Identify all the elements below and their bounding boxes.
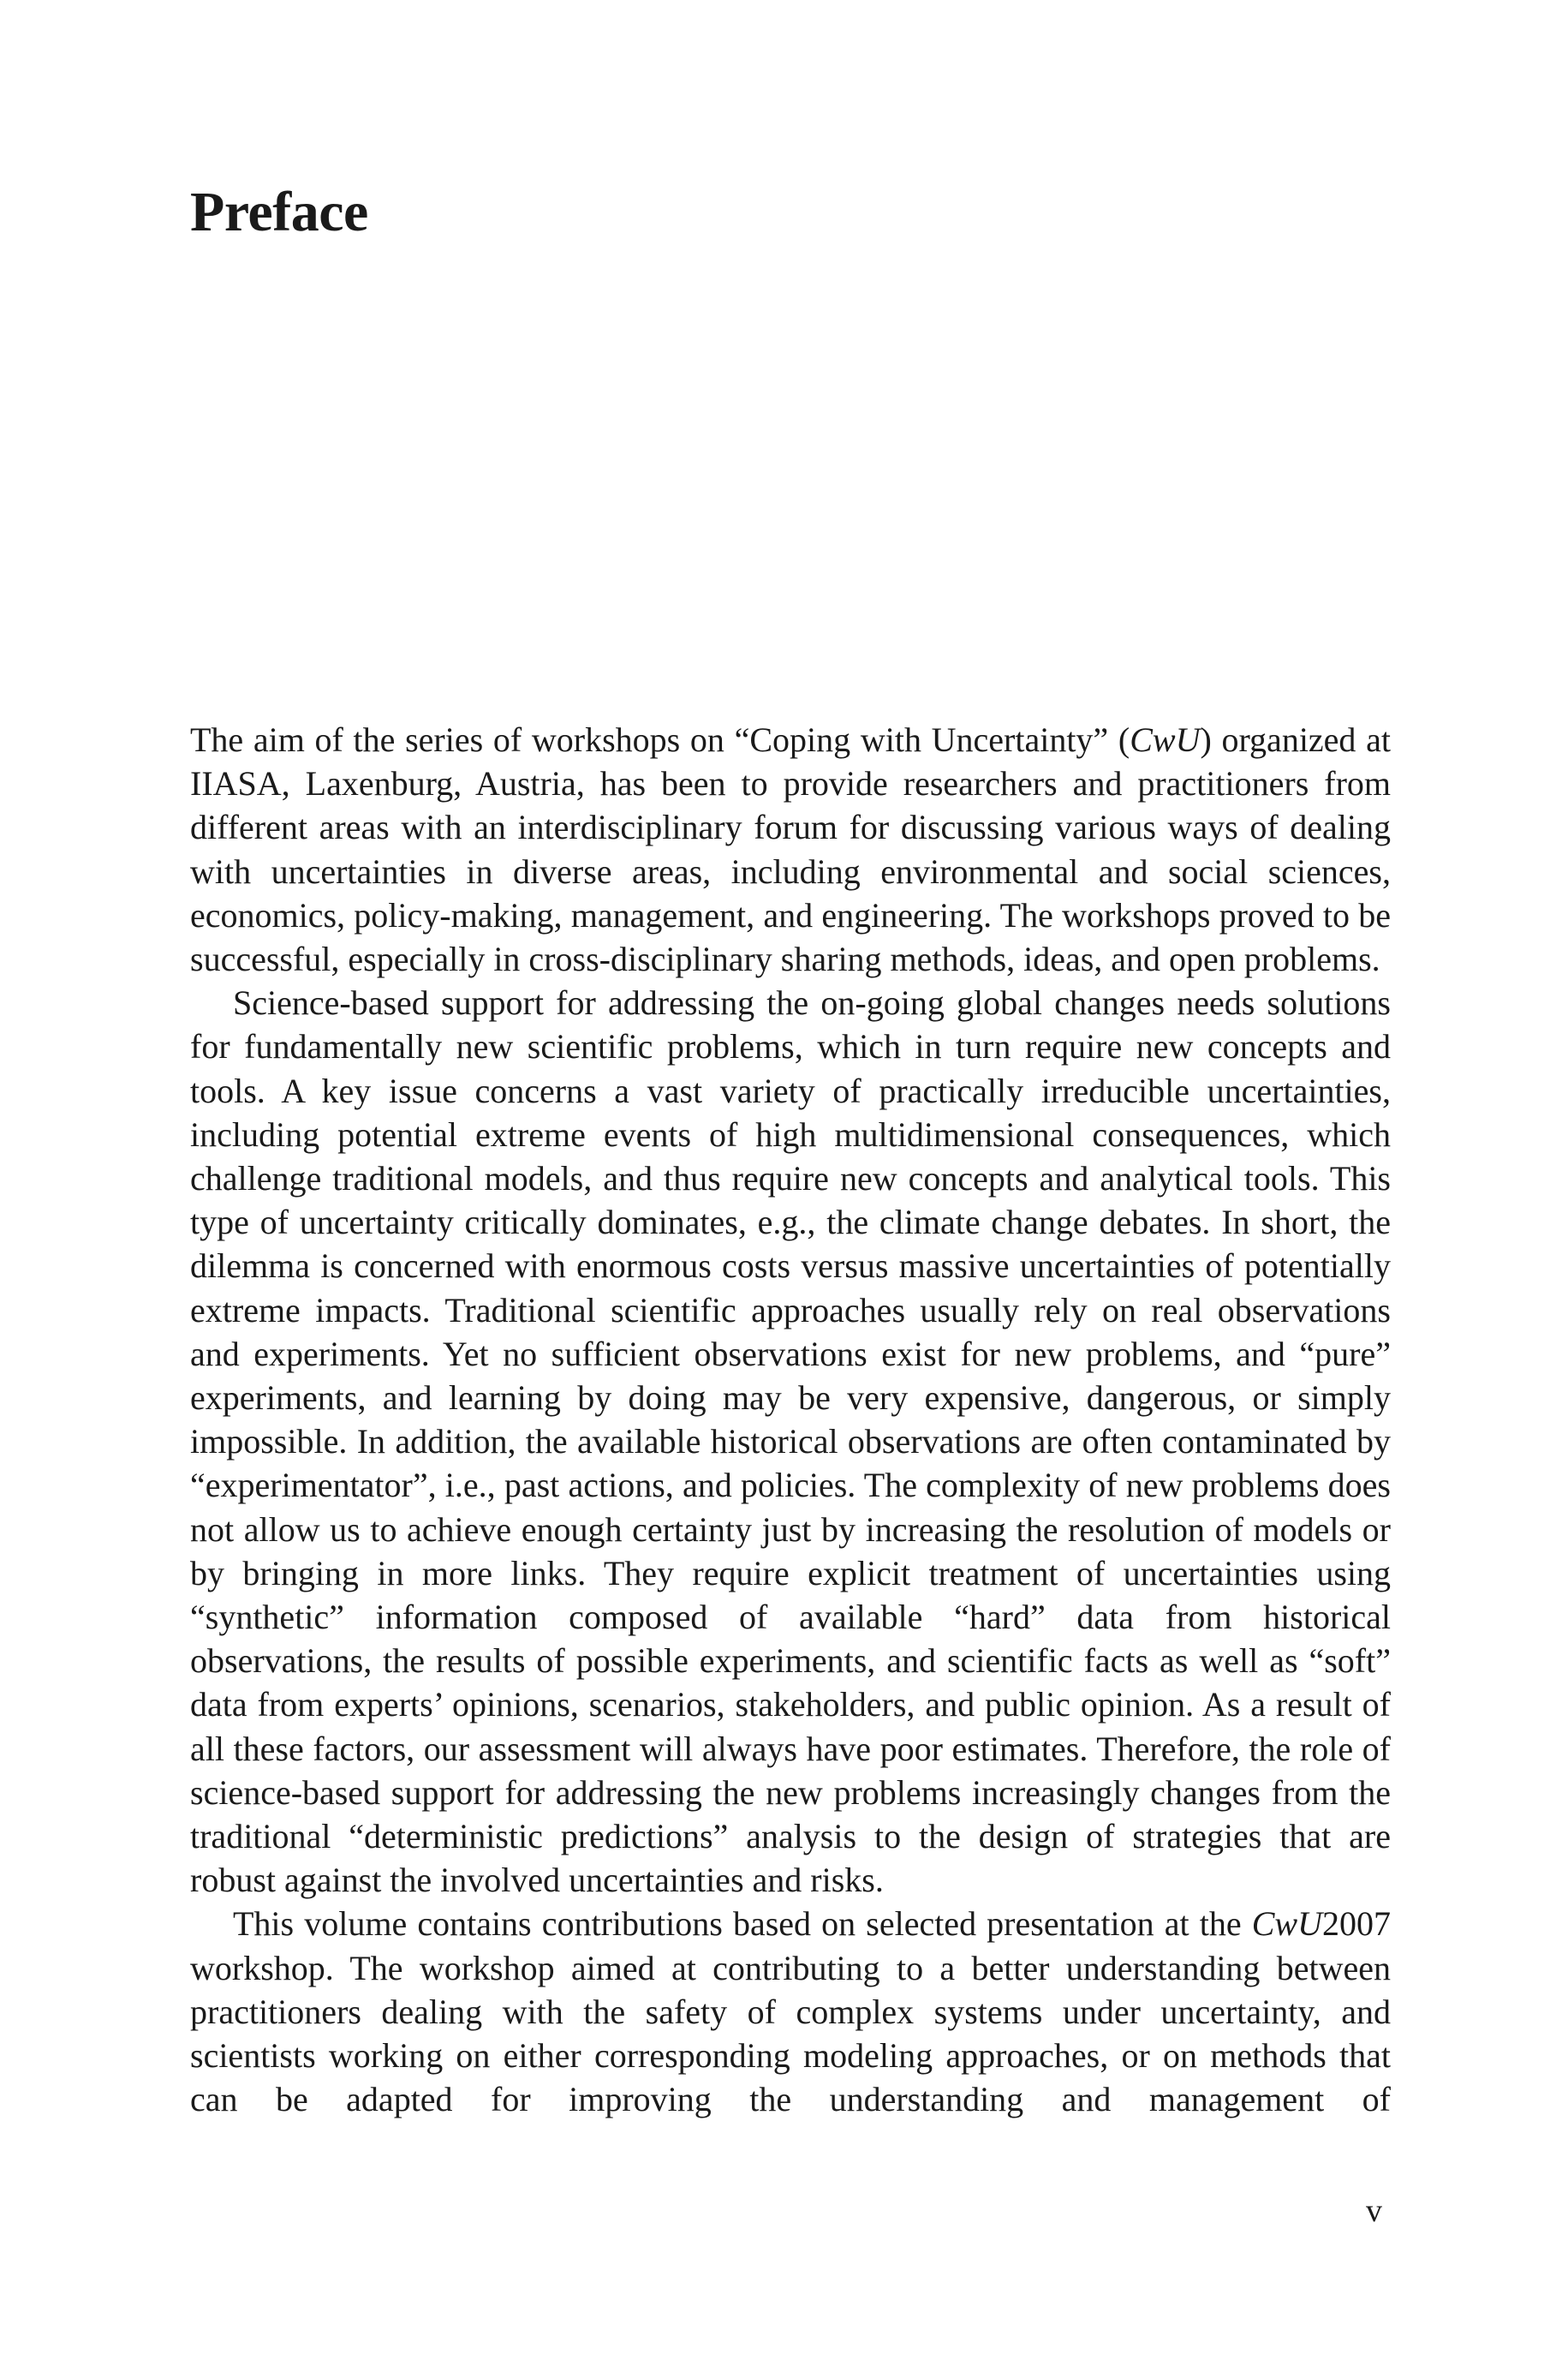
paragraph-1 [190, 718, 1391, 981]
paragraph-3 [190, 1902, 1391, 2121]
paragraph-3-start: This volume contains contributions based on selected presentation at the [233, 1904, 1252, 1944]
cwu-abbreviation: CwU [1251, 1904, 1322, 1944]
paragraph-3-end: 2007 workshop. The workshop aimed at contributing to a better understanding between practitioners dealing with the safety of complex systems under uncertainty, and scientists working on either corresponding modeling approaches, or on methods that can be adapted for improving the understanding and management of [190, 1904, 1391, 2119]
paragraph-1-end: ) organized at IIASA, Laxenburg, Austria, has been to provide researchers and practitioners from different areas with an interdisciplinary forum for discussing various ways of dealing with uncertainties in diverse areas, including environmental and social sciences, economics, policy-making, management, and engineering. The workshops proved to be successful, especially in cross-disciplinary sharing methods, ideas, and open problems. [190, 720, 1391, 979]
paragraph-2: Science-based support for addressing the on-going global changes needs solutions for fundamentally new scientific problems, which in turn require new concepts and tools. A key issue concerns a vast variety of practically irreducible uncertainties, including potential extreme events of high multidimensional consequences, which challenge traditional models, and thus require new concepts and analytical tools. This type of uncertainty critically dominates, e.g., the climate change debates. In short, the dilemma is concerned with enormous costs versus massive uncertainties of potentially extreme impacts. Traditional scientific approaches usually rely on real observations and experiments. Yet no sufficient observations exist for new problems, and “pure” experiments, and learning by doing may be very expensive, dangerous, or simply impossible. In addition, the available historical observations are often contaminated by “experimentator”, i.e., past actions, and policies. The complexity of new problems does not allow us to achieve enough certainty just by increasing the resolution of models or by bringing in more links. They require explicit treatment of uncertainties using “synthetic” information composed of available “hard” data from historical observations, the results of possible experiments, and scientific facts as well as “soft” data from experts’ opinions, scenarios, stakeholders, and public opinion. As a result of all these factors, our assessment will always have poor estimates. Therefore, the role of science-based support for addressing the new problems increasingly changes from the traditional “deterministic predictions” analysis to the design of strategies that are robust against the involved uncertainties and risks. [190, 983, 1391, 1900]
preface-body [190, 718, 1391, 2122]
page-number: v [1366, 2193, 1382, 2229]
chapter-title: Preface [190, 181, 368, 243]
cwu-abbreviation: CwU [1130, 720, 1201, 759]
paragraph-1-start: The aim of the series of workshops on “Coping with Uncertainty” ( [190, 720, 1130, 759]
